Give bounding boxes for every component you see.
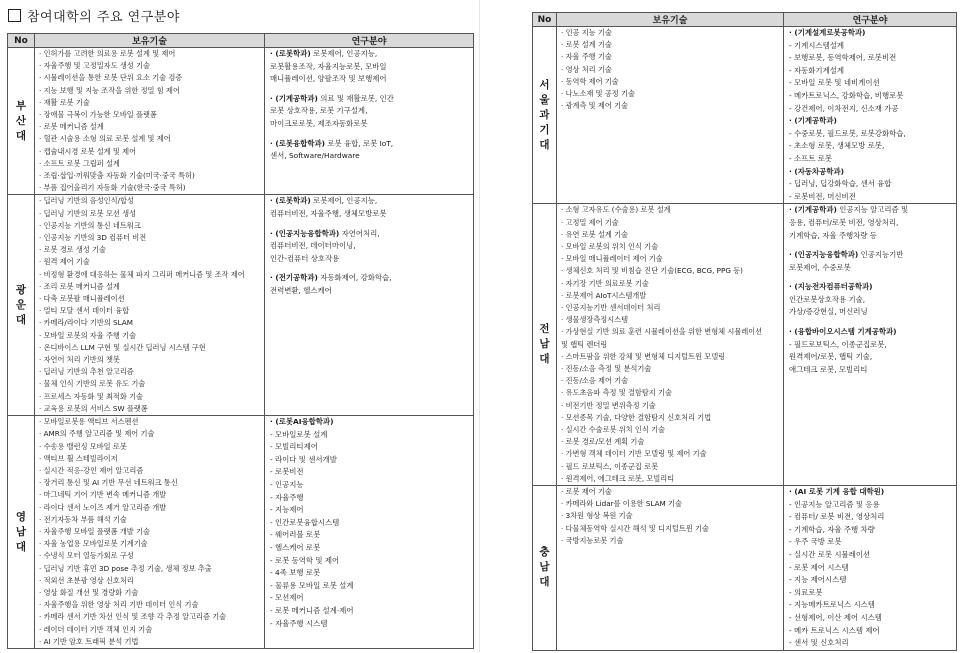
tech-list-item: · 국방지능로봇 기술 (561, 535, 624, 545)
tech-list-cell (35, 195, 265, 416)
field-text: - 강건제어, 이차전지, 신소재 가공 (789, 103, 899, 113)
field-text: - 모바일 로봇 및 네비게이션 (789, 78, 880, 88)
tech-list-cell (557, 204, 784, 486)
tech-list-cell (557, 485, 784, 650)
tech-list-item: · 시뮬레이션을 통한 로봇 단위 요소 기술 검증 (39, 73, 183, 83)
tech-list-item: · 실시간 수술로봇 위치 인식 기술 (561, 424, 665, 434)
field-text: - 센서 및 신호처리 (789, 638, 849, 648)
field-text: - 기계시스템설계 (789, 40, 844, 50)
tech-list-item: · 물체 인식 기반의 로봇 유도 기술 (39, 379, 146, 389)
field-line (265, 466, 473, 479)
university-cell (533, 27, 557, 204)
field-line (265, 605, 473, 618)
field-text: - 로봇 동역학 및 제어 (270, 555, 340, 565)
field-text: 원격제어/로봇, 햅틱 기술, (789, 352, 873, 362)
field-text: 전력변환, 헬스케어 (270, 286, 332, 295)
research-field-cell (784, 204, 957, 486)
tech-list-item: · 생체신호 처리 및 비침습 진단 기술(ECG, BCG, PPG 등) (561, 266, 743, 276)
field-line (784, 599, 956, 612)
tech-list-item: · 자율주행 및 고정밀자도 생성 기술 (39, 61, 150, 71)
field-text: 가상/증강현실, 머신러닝 (789, 307, 868, 317)
field-line (265, 228, 473, 241)
field-line (784, 140, 956, 153)
field-text: - 초소형 로봇, 생체모방 로봇, (789, 141, 885, 151)
university-cell (8, 195, 35, 416)
field-text: - 의료로봇 (789, 587, 823, 597)
field-dept-label: · (자동차공학과) (789, 166, 844, 176)
field-text: - 소프트 로봇 (789, 153, 833, 163)
tech-list-item: · 장거리 통신 및 AI 기반 무선 네트워크 통신 (39, 478, 178, 488)
field-dept-label: · (지능전자컴퓨터공학과) (789, 282, 873, 292)
tech-list-item: · 동역학 제어 기술 (561, 76, 619, 86)
field-text: - 라이다 및 센서개발 (270, 454, 337, 464)
field-text: - 모션제어 (270, 593, 304, 603)
field-line (265, 492, 473, 505)
field-spacer (265, 131, 473, 138)
tech-list-item: · 진동/소음 측정 및 분석기술 (561, 363, 652, 373)
university-char: 대 (15, 540, 27, 553)
tech-list-item: · 가상현실 기반 의료 훈련 시뮬레이션을 위한 변형체 시뮬레이션 (561, 327, 763, 337)
field-line (265, 73, 473, 86)
field-line (265, 138, 473, 151)
tech-list-item: · 유도초음파 측정 및 결함탐지 기술 (561, 388, 672, 398)
tech-list-item: · 인공지능 기반의 3D 컴퓨터 비전 (39, 233, 147, 243)
tech-list-item: · 가변형 객체 데이터 기반 모델링 및 제어 기술 (561, 449, 707, 459)
field-text: - 지능제어 (270, 505, 304, 515)
field-text: 컴퓨터비전, 자율주행, 생체모방로봇 (270, 209, 387, 219)
tech-list-item: · 스마트팜을 위한 강체 및 변형체 디지털트윈 모델링 (561, 351, 726, 361)
tech-list-item: · 로봇 경로 생성 기술 (39, 245, 106, 255)
university-cell (8, 48, 35, 195)
field-text: - 웨어러블 로봇 (270, 530, 321, 540)
university-cell (8, 416, 35, 649)
tech-list-item: · 3차원 형상 복원 기술 (561, 511, 633, 521)
field-line (784, 65, 956, 78)
tech-list-item: · 광계측 및 제어 기술 (561, 101, 628, 111)
field-line (784, 364, 956, 377)
field-text: 마이크로로봇, 제조자동화로봇 (270, 118, 368, 128)
field-line (784, 524, 956, 537)
field-line (265, 479, 473, 492)
field-text: 매니퓰레이션, 양팔조작 및 보행제어 (270, 74, 387, 84)
university-char: 충 (539, 546, 550, 559)
tech-list-item: · 딥러닝 기반의 음성인식/합성 (39, 196, 134, 206)
field-line (784, 637, 956, 650)
field-line (784, 27, 956, 40)
field-line (784, 115, 956, 128)
field-dept-label: · (로봇융합학과) (270, 138, 325, 148)
tech-list-item: · 로봇 경로/모션 계획 기술 (561, 437, 645, 447)
field-line (265, 567, 473, 580)
table-row (8, 48, 474, 195)
field-text: 기계학습, 자율 주행차량 등 (789, 230, 877, 240)
field-dept-label: · (기계공학과) (789, 205, 837, 215)
tech-list-item: · 혈관 시술용 소형 의료 로봇 설계 및 제어 (39, 134, 171, 144)
field-line (784, 103, 956, 116)
field-text: 로봇제어, 인공지능, (310, 49, 378, 58)
field-text: - 물류용 모바일 로봇 설계 (270, 580, 354, 590)
field-spacer (265, 265, 473, 272)
tech-list-item: · 생물생장측정시스템 (561, 315, 629, 325)
tech-list-item: · 재활 로봇 기술 (39, 97, 90, 107)
tech-list-item: · 모바일로봇용 액티브 서스펜션 (39, 417, 139, 427)
field-line (784, 587, 956, 600)
university-char: 대 (15, 129, 27, 142)
field-spacer (784, 274, 956, 281)
field-line (265, 555, 473, 568)
field-text: 인공지능 알고리즘 및 (836, 205, 909, 215)
tech-list-item: · 자연어 처리 기반의 챗봇 (39, 355, 120, 365)
field-text: 로봇 융합, 로봇 IoT, (324, 138, 394, 148)
tech-list-item: · 자율 농업용 모바일로봇 기계기술 (39, 539, 148, 549)
university-char: 영 (15, 510, 27, 523)
tech-list-item: · 카메라와 Lidar를 이용한 SLAM 기술 (561, 499, 682, 509)
tech-list-item: · 부품 집어올리기 자동화 기술(한국·중국 특허) (39, 183, 186, 193)
university-char: 대 (539, 138, 550, 151)
field-text: - 딥러닝, 딥강화학습, 센서 융합 (789, 179, 892, 189)
field-line (784, 204, 956, 217)
field-text: - 선형제어, 이산 제어 시스템 (789, 612, 882, 622)
tech-list-item: · 모바일 매니퓰레이터 제어 기술 (561, 254, 663, 264)
field-spacer (784, 242, 956, 249)
field-text: 자연어처리, (339, 228, 380, 238)
tech-list-item: · 적외선 초분광 영상 신호처리 (39, 575, 134, 585)
header-field: 연구분야 (784, 13, 957, 27)
field-dept-label: · (전기공학과) (270, 273, 318, 283)
field-line (784, 217, 956, 230)
field-text: 로봇제어, 수중로봇 (789, 262, 851, 272)
field-line (265, 105, 473, 118)
tech-list-item: · 장애물 극복이 가능한 모바일 플랫폼 (39, 110, 157, 120)
tech-list-item: · 로봇 메커니즘 설계 (39, 122, 104, 132)
university-cell (533, 485, 557, 650)
field-dept-label: · (기계공학과) (789, 116, 837, 126)
field-line (784, 351, 956, 364)
field-text: - 4족 보행 로봇 (270, 568, 321, 578)
tech-list-cell (557, 27, 784, 204)
field-text: 인간로봇상호작용 기술, (789, 294, 866, 304)
field-text: 자동화제어, 강화학습, (317, 273, 392, 283)
field-line (784, 294, 956, 307)
research-field-cell (265, 416, 474, 649)
field-line (265, 272, 473, 285)
field-text: - 로봇비전 (270, 467, 304, 477)
table-row (8, 195, 474, 416)
tech-list-item: · 실시간 적응-강인 제어 알고리즘 (39, 465, 144, 475)
tech-list-item: · 영상 처리 기술 (561, 64, 612, 74)
field-text: 인공지능기반 (858, 250, 904, 260)
field-dept-label: · (기계공학과) (270, 93, 318, 103)
tech-list-item: · 라이다 센서 노이즈 제거 알고리즘 개발 (39, 502, 167, 512)
tech-list-item: · 교육용 로봇의 서비스 SW 플랫폼 (39, 403, 148, 413)
table-row (8, 416, 474, 649)
university-char: 남 (15, 525, 27, 538)
field-dept-label: · (로봇학과) (270, 49, 311, 58)
field-dept-label: · (기계설계로봇공학과) (789, 28, 866, 37)
field-line (784, 306, 956, 319)
research-field-cell (784, 27, 957, 204)
field-text: - 메카 트로닉스 시스템 제어 (789, 625, 880, 635)
tech-list-item: · 전기자동차 부품 해석 기술 (39, 514, 127, 524)
tech-list-item: · 모바일 로봇의 위치 인식 기술 (561, 241, 659, 251)
field-text: - 지능 제어시스템 (789, 575, 847, 585)
tech-list-item: · 조립·삽입·끼워맞춤 자동화 기술(미국·중국 특허) (39, 171, 195, 181)
field-text: - 인공지능 알고리즘 및 응용 (789, 499, 880, 509)
tech-list-item: · 다축 로봇팔 매니퓰레이션 (39, 294, 125, 304)
research-table-right (532, 12, 957, 651)
field-line (265, 542, 473, 555)
tech-list-item: · 비정형 환경에 대응하는 물체 파지 그리퍼 메커니즘 및 조작 제어 (39, 269, 245, 279)
field-line (265, 618, 473, 631)
field-line (784, 326, 956, 339)
field-line (265, 195, 473, 208)
field-line (784, 40, 956, 53)
field-text: 응용, 컴퓨터/로봇 비전, 영상처리, (789, 217, 899, 227)
checkbox-square-icon (8, 9, 21, 22)
field-line (784, 612, 956, 625)
section-title-text: 참여대학의 주요 연구분야 (27, 10, 180, 25)
field-text: 애그테크 로봇, 모빌리티 (789, 364, 868, 374)
field-line (784, 178, 956, 191)
table-header-row (533, 13, 957, 27)
field-text: - 메카트로닉스, 강화학습, 비행로봇 (789, 90, 904, 100)
field-line (265, 592, 473, 605)
field-line (784, 230, 956, 243)
table-header-row (8, 34, 474, 48)
field-line (265, 285, 473, 298)
field-text: - 기계학습, 자율 주행 차량 (789, 524, 875, 534)
field-line (265, 416, 473, 429)
table-row (533, 485, 957, 650)
university-cell (533, 204, 557, 486)
tech-list-item: · 유연 로봇 설계 기술 (561, 229, 628, 239)
field-line (265, 504, 473, 517)
field-line (265, 93, 473, 106)
field-text: - 컴퓨터/ 로봇 비전, 영상처리 (789, 512, 885, 522)
tech-list-item: · 고정밀 제어 기술 (561, 217, 619, 227)
field-dept-label: · (AI 로봇 기계 융합 대학원) (789, 486, 885, 496)
university-char: 광 (15, 283, 27, 296)
field-text: - 모바일로봇 설계 (270, 429, 328, 439)
field-line (784, 625, 956, 638)
field-text: 의료 및 재활로봇, 인간 (317, 93, 394, 103)
field-dept-label: · (융합바이오시스템 기계공학과) (789, 327, 897, 337)
field-text: - 필드로보틱스, 이종군집로봇, (789, 339, 887, 349)
field-line (265, 529, 473, 542)
university-char: 대 (539, 353, 550, 366)
header-no: No (8, 34, 35, 48)
university-char: 운 (15, 298, 27, 311)
tech-list-item: · 자율주행 모바일 플랫폼 개발 기술 (39, 526, 150, 536)
university-char: 대 (539, 576, 550, 589)
field-line (265, 429, 473, 442)
field-text: - 인간로봇융합시스템 (270, 517, 340, 527)
tech-list-item: · 온디바이스 LLM 구현 및 실시간 딥러닝 시스템 구현 (39, 342, 206, 352)
tech-list-item: · 모션종목 기술, 다양한 결함탐지 신호처리 기법 (561, 412, 712, 422)
field-text: - 지능메카트로닉스 시스템 (789, 600, 875, 610)
field-line (784, 128, 956, 141)
tech-list-item: · 비전기반 정밀 변위측정 기술 (561, 400, 656, 410)
field-text: - 로봇 제어 시스템 (789, 562, 849, 572)
tech-list-item: · 모바일 로봇의 자율 주행 기술 (39, 330, 137, 340)
tech-list-item: · 나노소재 및 공정 기술 (561, 89, 635, 99)
tech-list-item: · AI 기반 암호 트래픽 분석 기법 (39, 636, 139, 646)
tech-list-item: · 멀티 모달 센서 데이터 융합 (39, 306, 130, 316)
field-line (265, 48, 473, 61)
field-line (265, 441, 473, 454)
field-text: - 자율주행 시스템 (270, 618, 328, 628)
research-field-cell (784, 485, 957, 650)
field-text: 로봇활용조작, 자율지능로봇, 모바일 (270, 61, 387, 71)
field-text: - 자율주행 (270, 492, 304, 502)
field-line (265, 517, 473, 530)
tech-list-item: · 소형 고자유도 (수술용) 로봇 설계 (561, 205, 671, 215)
field-dept-label: · (인공지능융합학과) (789, 250, 859, 260)
field-text: - 우주 국방 로봇 (789, 537, 842, 547)
field-line (784, 339, 956, 352)
field-line (265, 253, 473, 266)
field-text: - 로봇 메커니즘 설계·제어 (270, 606, 354, 615)
tech-list-item: · 딥러닝 기반의 로봇 모션 생성 (39, 208, 137, 218)
tech-list-item: · 캡슐내시경 로봇 설계 및 제어 (39, 146, 137, 156)
field-text: 컴퓨터비전, 데이터마이닝, (270, 241, 356, 251)
tech-list-item: · 프로세스 자동화 및 최적화 기술 (39, 391, 143, 401)
table-row (533, 27, 957, 204)
field-text: 인간-컴퓨터 상호작용 (270, 253, 340, 263)
tech-list-item: · 영상 화질 개선 및 경량화 기술 (39, 587, 139, 597)
tech-list-item: · 인허가를 고려한 의료용 로봇 설계 및 제어 (39, 49, 176, 58)
field-line (784, 249, 956, 262)
university-char: 울 (539, 93, 550, 106)
field-spacer (265, 86, 473, 93)
field-dept-label: · (인공지능융합학과) (270, 228, 340, 238)
section-title (8, 6, 180, 25)
tech-list-item: · 다물체동역학 실시간 해석 및 디지털트윈 기술 (561, 523, 709, 533)
field-line (784, 486, 956, 499)
field-line (784, 511, 956, 524)
field-text: 센서, Software/Hardware (270, 151, 360, 161)
field-line (784, 153, 956, 166)
header-no: No (533, 13, 557, 27)
university-char: 기 (539, 123, 550, 136)
field-line (265, 454, 473, 467)
field-text: - 헬스케어 로봇 (270, 543, 321, 553)
university-char: 부 (15, 99, 27, 112)
field-line (784, 549, 956, 562)
header-tech: 보유기술 (35, 34, 265, 48)
field-text: - 수중로봇, 필드로봇, 로봇강화학습, (789, 128, 906, 138)
field-line (265, 580, 473, 593)
tech-list-item: 및 햅틱 렌더링 (561, 339, 608, 349)
tech-list-item: · 원격 제어 기술 (39, 257, 90, 267)
university-char: 전 (539, 323, 550, 336)
field-dept-label: · (로봇학과) (270, 196, 311, 206)
tech-list-item: · 인공지능기반 센서데이터 처리 (561, 302, 661, 312)
tech-list-item: · AMR의 주행 알고리즘 및 제어 기술 (39, 429, 155, 439)
tech-list-item: · 인공지능 기반의 통신 네트워크 (39, 220, 141, 230)
tech-list-item: · 자율주행을 위한 영상 처리 기반 데이터 인식 기술 (39, 600, 199, 610)
tech-list-item: · 로봇 제어 기술 (561, 486, 612, 496)
field-text: - 모빌리티제어 (270, 442, 318, 452)
tech-list-item: · 필드 로보틱스, 이종군집 로봇 (561, 461, 659, 471)
tech-list-item: · 수냉식 모터 열등가회로 구성 (39, 551, 134, 561)
tech-list-item: · 딥러닝 기반 휴먼 3D pose 추정 기술, 생체 정보 추출 (39, 563, 212, 573)
field-line (784, 574, 956, 587)
tech-list-cell (35, 416, 265, 649)
tech-list-item: · 자율 주행 기술 (561, 52, 612, 62)
field-line (784, 262, 956, 275)
tech-list-item: · 마그네틱 기어 기반 변속 메커니즘 개발 (39, 490, 167, 500)
tech-list-item: · 지능 보행 및 지능 조작을 위한 정밀 힘 제어 (39, 85, 180, 95)
tech-list-item: · 레이더 데이터 기반 객체 인지 기술 (39, 624, 153, 634)
field-text: - 보행로봇, 동역학제어, 로봇비전 (789, 53, 897, 63)
tech-list-item: · 자기장 기반 의료로봇 기술 (561, 278, 649, 288)
tech-list-item: · 인공 지능 기술 (561, 28, 612, 37)
field-text: - 실시간 로봇 시뮬레이션 (789, 549, 871, 559)
research-table-left (7, 33, 474, 649)
field-line (265, 240, 473, 253)
university-char: 서 (539, 78, 550, 91)
university-char: 대 (15, 313, 27, 326)
tech-list-item: · 조리 로봇 메커니즘 설계 (39, 281, 120, 291)
tech-list-item: · 딥러닝 기반의 추천 알고리즘 (39, 367, 134, 377)
field-line (784, 52, 956, 65)
field-line (784, 191, 956, 204)
field-text: - 로봇비전, 머신비전 (789, 191, 856, 201)
field-line (784, 90, 956, 103)
field-dept-label: · (로봇AI융합학과) (270, 417, 334, 427)
field-line (265, 61, 473, 74)
field-line (784, 166, 956, 179)
tech-list-item: · 카메라 센서 기반 차선 인식 및 조향 각 추정 알고리즘 기술 (39, 612, 227, 622)
field-spacer (784, 319, 956, 326)
tech-list-item: · 진동/소음 제어 기술 (561, 376, 629, 386)
university-char: 남 (539, 561, 550, 574)
field-line (784, 536, 956, 549)
field-line (265, 118, 473, 131)
field-text: - 자동화기계설계 (789, 65, 844, 75)
field-line (265, 208, 473, 221)
field-line (265, 150, 473, 163)
field-line (784, 499, 956, 512)
field-text: - 인공지능 (270, 480, 304, 490)
field-line (784, 562, 956, 575)
tech-list-item: · 로봇 설계 기술 (561, 40, 612, 50)
university-char: 과 (539, 108, 550, 121)
field-text: 로봇 상호작용, 로봇 기구설계, (270, 106, 368, 116)
tech-list-item: · 원격제어, 에그테크 로봇, 모빌리티 (561, 473, 675, 483)
field-line (784, 281, 956, 294)
field-spacer (265, 221, 473, 228)
research-field-cell (265, 48, 474, 195)
field-line (784, 77, 956, 90)
university-char: 남 (539, 338, 550, 351)
right-page (480, 0, 960, 653)
table-row (533, 204, 957, 486)
tech-list-item: · 로봇제어 AIoT시스템개발 (561, 290, 647, 300)
tech-list-item: · 액티브 휠 스테빌라이저 (39, 453, 118, 463)
tech-list-item: · 수송용 밸런싱 모바일 로봇 (39, 441, 127, 451)
research-field-cell (265, 195, 474, 416)
header-tech: 보유기술 (557, 13, 784, 27)
field-text: 로봇제어, 인공지능, (310, 196, 378, 206)
university-char: 산 (15, 114, 27, 127)
tech-list-item: · 카메라/라이다 기반의 SLAM (39, 318, 133, 328)
tech-list-item: · 소프트 로봇 그립퍼 설계 (39, 158, 120, 168)
tech-list-cell (35, 48, 265, 195)
header-field: 연구분야 (265, 34, 474, 48)
